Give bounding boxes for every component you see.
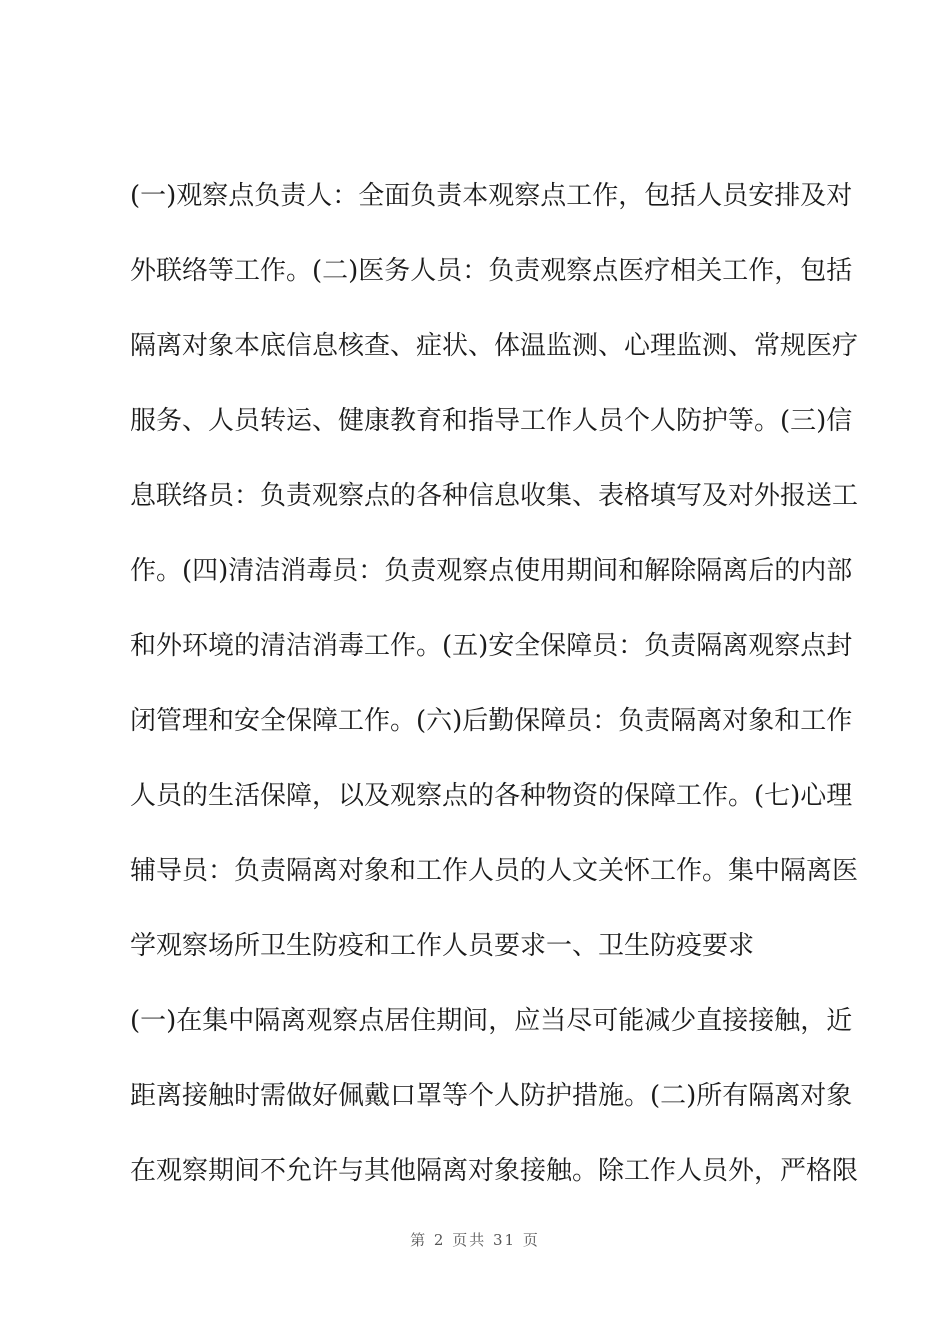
text-line: 在观察期间不允许与其他隔离对象接触。除工作人员外，严格限: [130, 1156, 859, 1186]
text-line: 作。(四)清洁消毒员：负责观察点使用期间和解除隔离后的内部: [130, 556, 853, 586]
page-number-footer: 第 2 页共 31 页: [410, 1231, 540, 1249]
text-line: 人员的生活保障，以及观察点的各种物资的保障工作。(七)心理: [130, 781, 853, 811]
text-line: 学观察场所卫生防疫和工作人员要求一、卫生防疫要求: [130, 931, 755, 961]
text-line: (一)观察点负责人：全面负责本观察点工作，包括人员安排及对: [130, 181, 853, 211]
text-line: (一)在集中隔离观察点居住期间，应当尽可能减少直接接触，近: [130, 1006, 853, 1036]
text-line: 息联络员：负责观察点的各种信息收集、表格填写及对外报送工: [130, 481, 859, 511]
text-line: 服务、人员转运、健康教育和指导工作人员个人防护等。(三)信: [130, 406, 853, 436]
text-line: 闭管理和安全保障工作。(六)后勤保障员：负责隔离对象和工作: [130, 706, 853, 736]
text-line: 距离接触时需做好佩戴口罩等个人防护措施。(二)所有隔离对象: [130, 1081, 853, 1111]
text-line: 隔离对象本底信息核查、症状、体温监测、心理监测、常规医疗: [130, 331, 859, 361]
text-line: 外联络等工作。(二)医务人员：负责观察点医疗相关工作，包括: [130, 256, 853, 286]
text-line: 和外环境的清洁消毒工作。(五)安全保障员：负责隔离观察点封: [130, 631, 853, 661]
text-line: 辅导员：负责隔离对象和工作人员的人文关怀工作。集中隔离医: [130, 856, 859, 886]
